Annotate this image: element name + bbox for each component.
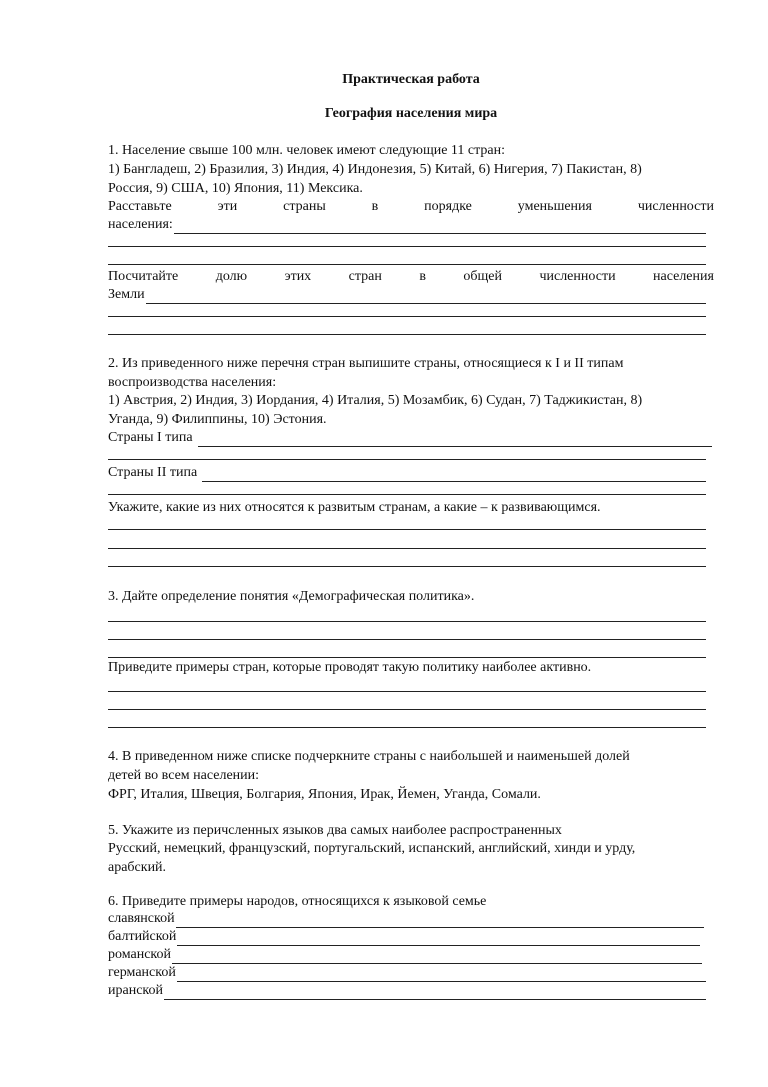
- q1-countries-line2: Россия, 9) США, 10) Япония, 11) Мексика.: [108, 181, 363, 196]
- q1-task-word: Расставьте: [108, 199, 172, 214]
- q1-task-word: страны: [283, 199, 326, 214]
- q1-task-word: порядке: [424, 199, 472, 214]
- q4-country-list[interactable]: ФРГ, Италия, Швеция, Болгария, Япония, Ирак, Йемен, Уганда, Сомали.: [108, 787, 541, 802]
- q6-family-baltic[interactable]: [108, 928, 700, 946]
- q1-task2-word: стран: [348, 269, 382, 284]
- q1-task-word: в: [371, 199, 379, 214]
- q4-line2: детей во всем населении:: [108, 768, 260, 783]
- q3-followup: Приведите примеры стран, которые проводят такую политику наиболее активно.: [108, 660, 592, 675]
- q1-task2-word: Посчитайте: [108, 269, 179, 284]
- q2-followup: Укажите, какие из них относятся к развитым странам, а какие – к развивающимся.: [108, 500, 601, 515]
- answer-line[interactable]: [108, 334, 706, 335]
- q2-countries-line2: Уганда, 9) Филиппины, 10) Эстония.: [108, 412, 327, 427]
- q2-intro-line2: воспроизводства населения:: [108, 375, 277, 390]
- q6-family-label: балтийской: [108, 929, 177, 944]
- q6-family-label: германской: [108, 965, 176, 980]
- q2-type1-line[interactable]: [108, 429, 712, 447]
- q5-line1: 5. Укажите из перичсленных языков два самых наиболее распространенных: [108, 823, 562, 838]
- q1-task-word: численности: [637, 199, 714, 214]
- q1-task2-word: этих: [284, 269, 312, 284]
- q1-task2-word: долю: [215, 269, 248, 284]
- answer-line[interactable]: [108, 657, 706, 658]
- q1-task2-end: Земли: [108, 287, 145, 302]
- q6-family-label: иранской: [108, 983, 163, 998]
- q4-line1: 4. В приведенном ниже списке подчеркните страны с наибольшей и наименьшей долей: [108, 749, 630, 764]
- q3-prompt: 3. Дайте определение понятия «Демографическая политика».: [108, 589, 475, 604]
- answer-line[interactable]: [108, 246, 706, 247]
- answer-line[interactable]: [108, 727, 706, 728]
- q6-family-romance[interactable]: [108, 946, 702, 964]
- q5-line3: арабский.: [108, 860, 167, 875]
- page-subtitle: География населения мира: [324, 106, 498, 121]
- q1-task-end: населения:: [108, 217, 173, 232]
- answer-line[interactable]: [108, 264, 706, 265]
- q2-type1-label: Страны I типа: [108, 430, 193, 445]
- answer-line[interactable]: [108, 691, 706, 692]
- q5-line2: Русский, немецкий, французский, португальский, испанский, английский, хинди и урду,: [108, 841, 636, 856]
- q6-family-germanic[interactable]: [108, 964, 706, 982]
- q2-type2-line[interactable]: [108, 464, 706, 482]
- answer-line[interactable]: [108, 548, 706, 549]
- q1-intro: 1. Население свыше 100 млн. человек имеют следующие 11 стран:: [108, 143, 506, 158]
- q1-task-line: [108, 198, 714, 216]
- q1-task-word: уменьшения: [517, 199, 592, 214]
- q1-task2-word: населения: [653, 269, 714, 284]
- q1-task2-word: общей: [463, 269, 502, 284]
- q1-answer-line-1[interactable]: [108, 216, 706, 234]
- answer-line[interactable]: [108, 316, 706, 317]
- q1-countries-line1: 1) Бангладеш, 2) Бразилия, 3) Индия, 4) Индонезия, 5) Китай, 6) Нигерия, 7) Пакистан, 8): [108, 162, 642, 177]
- answer-line[interactable]: [108, 639, 706, 640]
- q6-family-label: славянской: [108, 911, 175, 926]
- q1-task2-word: в: [419, 269, 426, 284]
- q6-prompt: 6. Приведите примеры народов, относящихся к языковой семье: [108, 894, 487, 909]
- answer-line[interactable]: [108, 494, 706, 495]
- page-title: Практическая работа: [342, 72, 480, 87]
- q6-family-label: романской: [108, 947, 171, 962]
- q2-countries-line1: 1) Австрия, 2) Индия, 3) Иордания, 4) Италия, 5) Мозамбик, 6) Судан, 7) Таджикистан, 8): [108, 393, 643, 408]
- q6-family-slavic[interactable]: [108, 910, 704, 928]
- q1-task2-line: [108, 268, 714, 286]
- answer-line[interactable]: [108, 709, 706, 710]
- q1-task2-word: численности: [539, 269, 616, 284]
- answer-line[interactable]: [108, 621, 706, 622]
- answer-line[interactable]: [108, 566, 706, 567]
- q6-family-iranian[interactable]: [108, 982, 706, 1000]
- answer-line[interactable]: [108, 459, 706, 460]
- q2-intro-line1: 2. Из приведенного ниже перечня стран выпишите страны, относящиеся к I и II типам: [108, 356, 624, 371]
- q1-answer-line-2[interactable]: [108, 286, 706, 304]
- q2-type2-label: Страны II типа: [108, 465, 198, 480]
- q1-task-word: эти: [217, 199, 238, 214]
- answer-line[interactable]: [108, 529, 706, 530]
